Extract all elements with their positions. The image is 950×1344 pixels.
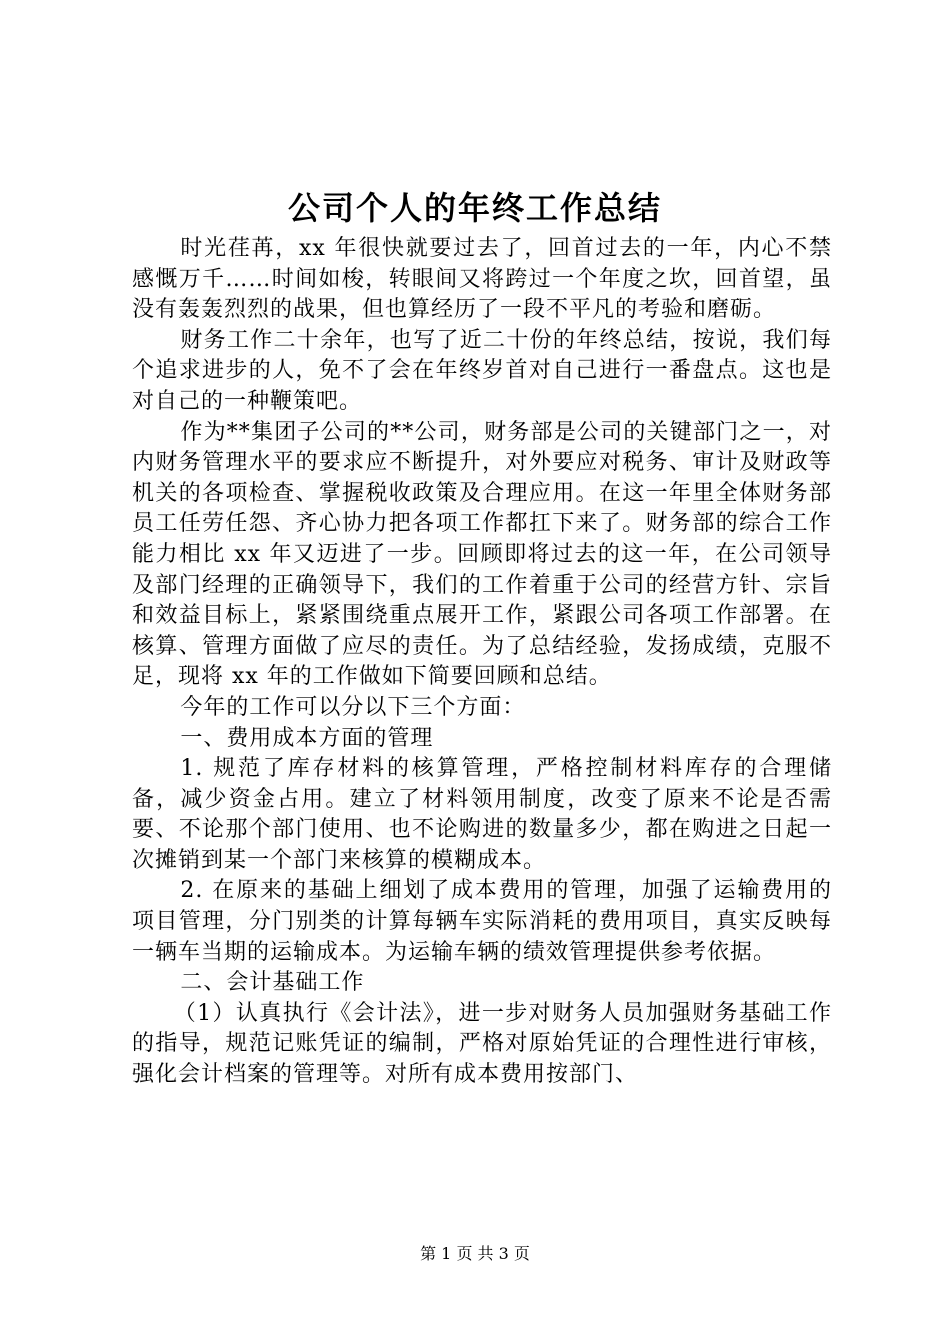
paragraph-item-1: 1. 规范了库存材料的核算管理，严格控制材料库存的合理储备，减少资金占用。建立了材料领用制度，改变了原来不论是否需要、不论那个部门使用、也不论购进的数量多少，都在购进之日起一次摊销到某一个部门来核算的模糊成本。 (132, 756, 832, 873)
paragraph-overview: 今年的工作可以分以下三个方面： (180, 694, 526, 720)
paragraph-intro: 时光荏苒，xx 年很快就要过去了，回首过去的一年，内心不禁感慨万千……时间如梭，转眼间又将跨过一个年度之坎，回首望，虽没有轰轰烈烈的战果，但也算经历了一段不平凡的考验和磨砺。 (132, 236, 832, 323)
document-body (132, 234, 832, 1091)
section-heading-accounting-basics: 二、会计基础工作 (180, 970, 365, 996)
paragraph-career: 财务工作二十余年，也写了近二十份的年终总结，按说，我们每个追求进步的人，免不了会在年终岁首对自己进行一番盘点。这也是对自己的一种鞭策吧。 (132, 327, 832, 414)
page-footer: 第 1 页 共 3 页 (420, 1244, 530, 1263)
section-heading-cost-management: 一、费用成本方面的管理 (180, 725, 434, 751)
paragraph-department: 作为**集团子公司的**公司，财务部是公司的关键部门之一，对内财务管理水平的要求应不断提升，对外要应对税务、审计及财政等机关的各项检查、掌握税收政策及合理应用。在这一年里全体财务部员工任劳任怨、齐心协力把各项工作都扛下来了。财务部的综合工作能力相比 xx 年又迈进了一步。回顾即将过去的这一年，在公司领导及部门经理的正确领导下，我们的工作着重于公司的经营方针、宗旨和效益目标上，紧紧围绕重点展开工作，紧跟公司各项工作部署。在核算、管理方面做了应尽的责任。为了总结经验，发扬成绩，克服不足，现将 xx 年的工作做如下简要回顾和总结。 (132, 419, 832, 690)
paragraph-accounting-law: （1）认真执行《会计法》，进一步对财务人员加强财务基础工作的指导，规范记账凭证的编制，严格对原始凭证的合理性进行审核，强化会计档案的管理等。对所有成本费用按部门、 (132, 1000, 832, 1088)
page-title: 公司个人的年终工作总结 (287, 189, 662, 227)
paragraph-item-2: 2. 在原来的基础上细划了成本费用的管理，加强了运输费用的项目管理，分门别类的计算每辆车实际消耗的费用项目，真实反映每一辆车当期的运输成本。为运输车辆的绩效管理提供参考依据。 (132, 878, 832, 965)
